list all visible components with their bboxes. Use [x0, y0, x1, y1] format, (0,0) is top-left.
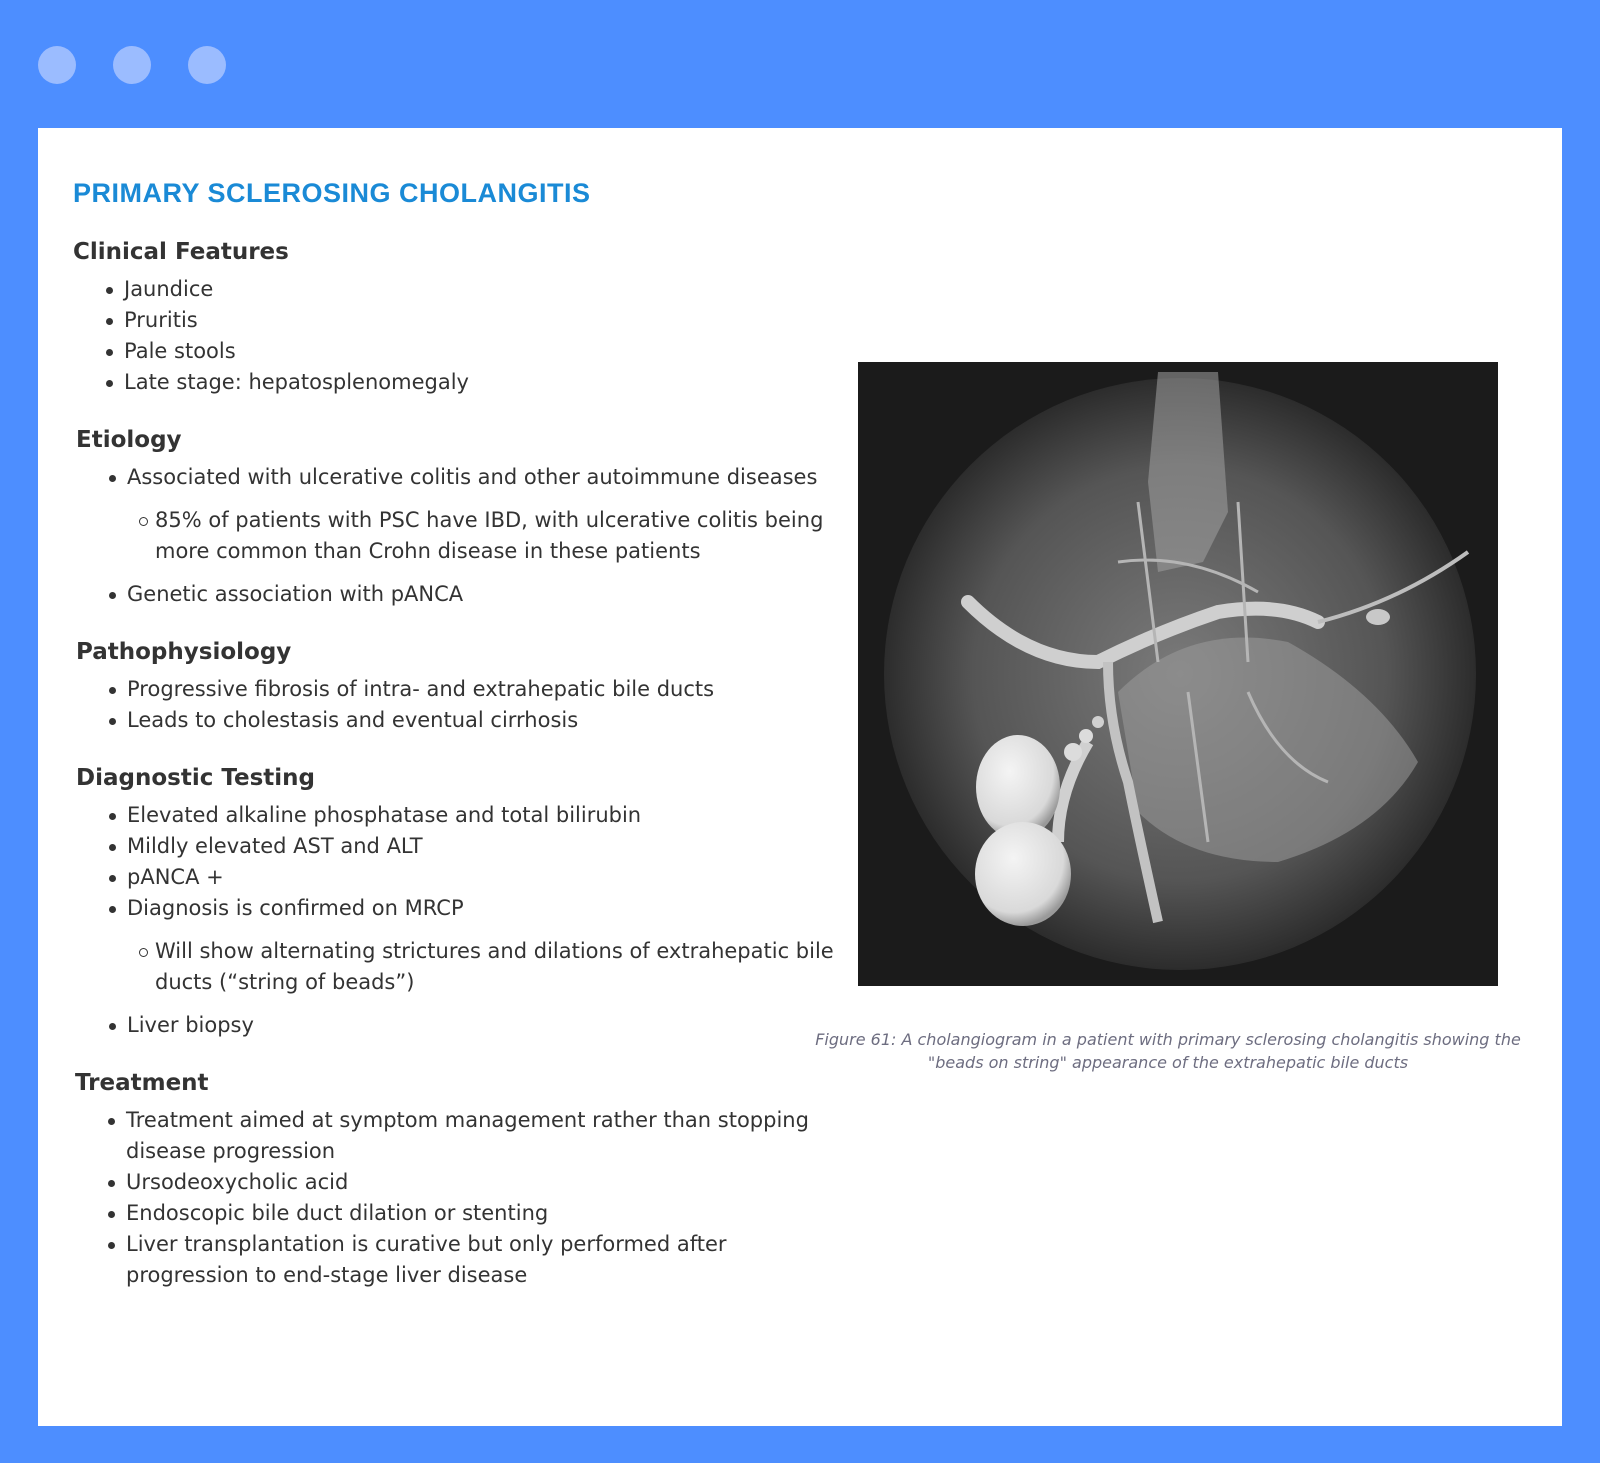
list-item: pANCA + — [109, 862, 843, 893]
section-heading: Pathophysiology — [76, 639, 292, 665]
page-title: PRIMARY SCLEROSING CHOLANGITIS — [73, 178, 591, 208]
list-item: Elevated alkaline phosphatase and total bilirubin — [109, 800, 843, 831]
list-item-text: Associated with ulcerative colitis and other autoimmune diseases — [127, 465, 818, 489]
section-etiology — [73, 424, 843, 610]
bullet-list — [76, 800, 843, 1041]
list-item: Ursodeoxycholic acid — [108, 1167, 843, 1198]
figure-caption: Figure 61: A cholangiogram in a patient with primary sclerosing cholangitis showing the "beads on string" appearance of the extrahepatic bile ducts — [815, 1030, 1521, 1072]
cholangiogram-graphic — [858, 362, 1498, 986]
content-page — [38, 128, 1562, 1426]
article-body — [73, 236, 843, 1317]
list-item: Mildly elevated AST and ALT — [109, 831, 843, 862]
list-item: Treatment aimed at symptom management rather than stopping disease progression — [108, 1105, 843, 1167]
window-controls — [38, 46, 226, 84]
list-item: Pruritis — [106, 305, 843, 336]
sub-list-item: Will show alternating strictures and dilations of extrahepatic bile ducts (“string of beads”) — [139, 936, 843, 998]
list-item — [109, 462, 843, 567]
bullet-list — [75, 1105, 843, 1291]
cholangiogram-image — [858, 362, 1498, 986]
section-treatment — [73, 1067, 843, 1291]
list-item: Liver transplantation is curative but only performed after progression to end-stage liver disease — [108, 1229, 843, 1291]
list-item: Genetic association with pANCA — [109, 579, 843, 610]
bullet-list — [73, 274, 843, 398]
sub-list — [127, 505, 843, 567]
list-item: Progressive fibrosis of intra- and extrahepatic bile ducts — [109, 674, 843, 705]
section-heading: Diagnostic Testing — [76, 765, 315, 791]
section-heading: Treatment — [75, 1070, 209, 1096]
list-item: Leads to cholestasis and eventual cirrhosis — [109, 705, 843, 736]
list-item — [109, 893, 843, 998]
list-item: Pale stools — [106, 336, 843, 367]
list-item: Jaundice — [106, 274, 843, 305]
list-item: Late stage: hepatosplenomegaly — [106, 367, 843, 398]
bullet-list — [76, 674, 843, 736]
list-item-text: Diagnosis is confirmed on MRCP — [127, 896, 464, 920]
bullet-list — [76, 462, 843, 610]
sub-list-item: 85% of patients with PSC have IBD, with ulcerative colitis being more common than Crohn disease in these patients — [139, 505, 843, 567]
section-diagnostic-testing — [73, 762, 843, 1041]
window-dot-minimize[interactable] — [113, 46, 151, 84]
section-heading: Etiology — [76, 427, 182, 453]
section-clinical-features — [73, 236, 843, 398]
section-heading: Clinical Features — [73, 239, 289, 265]
sub-list — [127, 936, 843, 998]
window-dot-maximize[interactable] — [188, 46, 226, 84]
list-item: Endoscopic bile duct dilation or stenting — [108, 1198, 843, 1229]
window-dot-close[interactable] — [38, 46, 76, 84]
list-item: Liver biopsy — [109, 1010, 843, 1041]
section-pathophysiology — [73, 636, 843, 736]
